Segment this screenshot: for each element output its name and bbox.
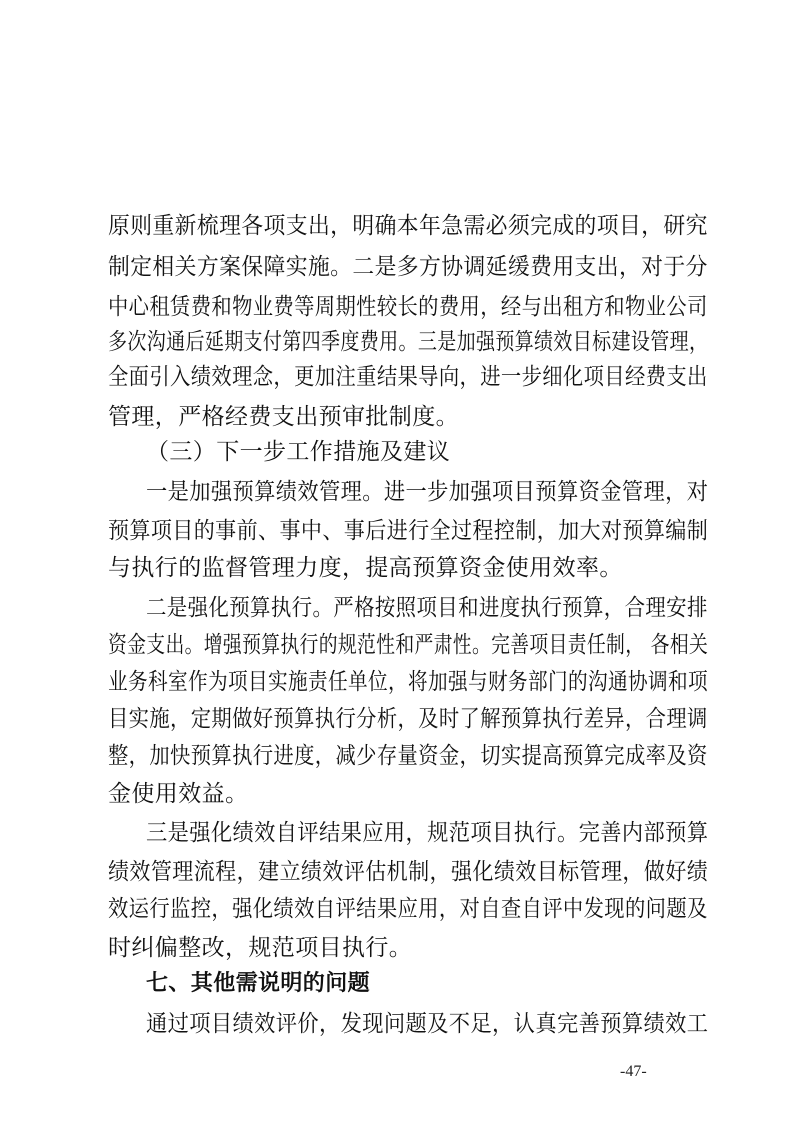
paragraph-line: 制定相关方案保障实施。二是多方协调延缓费用支出，对于分: [108, 254, 708, 280]
section-heading: 七、其他需说明的问题: [146, 971, 371, 996]
paragraph-line: 一是加强预算绩效管理。进一步加强项目预算资金管理，对: [146, 479, 709, 505]
paragraph-line: 多次沟通后延期支付第四季度费用。三是加强预算绩效目标建设管理，: [108, 329, 709, 355]
paragraph-line: 与执行的监督管理力度，提高预算资金使用效率。: [108, 555, 623, 581]
paragraph-line: 三是强化绩效自评结果应用，规范项目执行。完善内部预算: [146, 820, 709, 846]
paragraph-line: 目实施，定期做好预算执行分析，及时了解预算执行差异，合理调: [108, 706, 708, 732]
paragraph-line: 管理，严格经费支出预审批制度。: [108, 404, 459, 430]
paragraph-line: 预算项目的事前、事中、事后进行全过程控制，加大对预算编制: [108, 518, 709, 544]
paragraph-line: 全面引入绩效理念，更加注重结果导向，进一步细化项目经费支出: [108, 364, 708, 390]
paragraph-line: 资金支出。增强预算执行的规范性和严肃性。完善项目责任制， 各相关: [108, 632, 709, 658]
paragraph-line: 时纠偏整改，规范项目执行。: [108, 935, 413, 961]
paragraph-line: 中心租赁费和物业费等周期性较长的费用，经与出租方和物业公司: [108, 294, 708, 320]
paragraph-line: 整，加快预算执行进度，减少存量资金，切实提高预算完成率及资: [108, 743, 708, 769]
paragraph-line: 绩效管理流程，建立绩效评估机制，强化绩效目标管理，做好绩: [108, 859, 709, 885]
paragraph-line: 二是强化预算执行。严格按照项目和进度执行预算，合理安排: [146, 595, 708, 621]
paragraph-line: 原则重新梳理各项支出，明确本年急需必须完成的项目，研究: [108, 213, 708, 239]
paragraph-line: 效运行监控，强化绩效自评结果应用，对自查自评中发现的问题及: [108, 896, 708, 922]
paragraph-line: 通过项目绩效评价，发现问题及不足，认真完善预算绩效工: [146, 1011, 709, 1037]
paragraph-line: 业务科室作为项目实施责任单位，将加强与财务部门的沟通协调和项: [108, 669, 708, 695]
page-number: -47-: [620, 1063, 647, 1080]
paragraph-line: 金使用效益。: [108, 781, 249, 807]
section-subheading: （三）下一步工作措施及建议: [146, 439, 451, 465]
